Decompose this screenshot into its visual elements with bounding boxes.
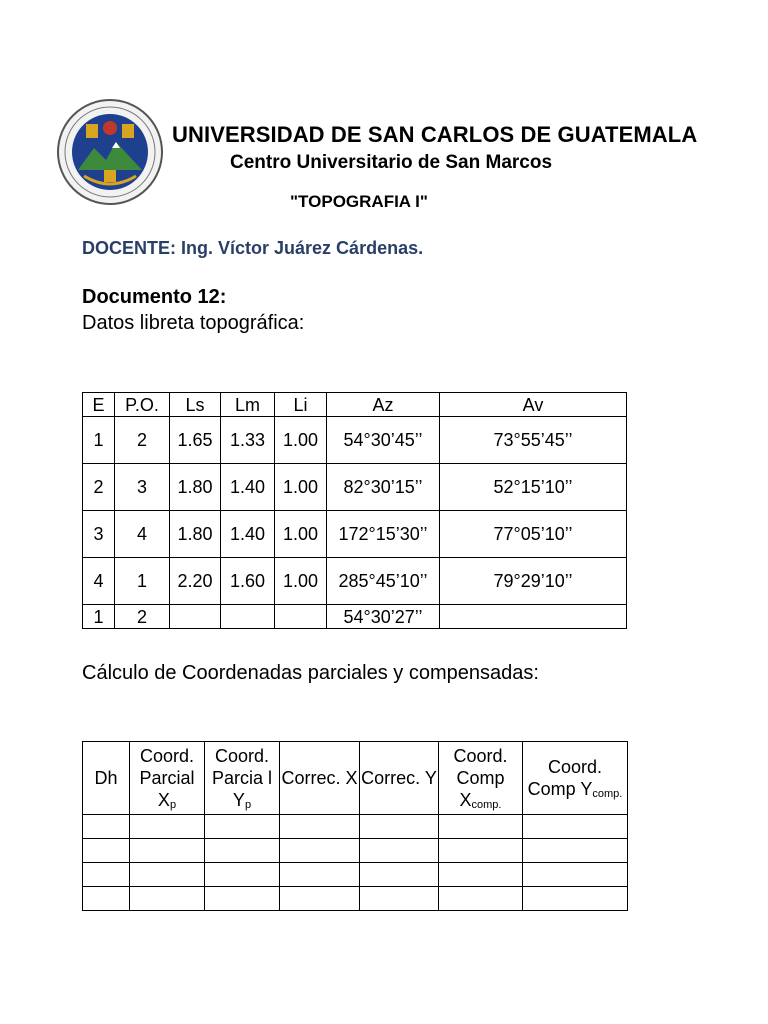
table-cell: 79°29’10’’ xyxy=(440,558,627,605)
header-cell: Az xyxy=(327,393,440,417)
table-cell: 1.65 xyxy=(170,417,221,464)
header-coord-comp-y: Coord. Comp $Y_{comp.}$ xyxy=(523,742,628,815)
table-row xyxy=(83,511,627,558)
header-cell: Ls xyxy=(170,393,221,417)
table-cell: 2 xyxy=(115,417,170,464)
table-cell: 3 xyxy=(83,511,115,558)
header-dh: Dh xyxy=(83,742,130,815)
university-seal-icon xyxy=(56,98,164,206)
table-cell: 77°05’10’’ xyxy=(440,511,627,558)
table-cell xyxy=(170,605,221,629)
header-cell: Li xyxy=(275,393,327,417)
docente-name: Ing. Víctor Juárez Cárdenas. xyxy=(181,238,424,258)
table-cell: 172°15’30’’ xyxy=(327,511,440,558)
coordinates-table xyxy=(82,741,628,911)
table-cell: 54°30’27’’ xyxy=(327,605,440,629)
table-row xyxy=(83,417,627,464)
table-cell: 1 xyxy=(83,605,115,629)
table-cell: 2 xyxy=(83,464,115,511)
header-correc-y: Correc. Y xyxy=(360,742,439,815)
table-row xyxy=(83,558,627,605)
docente-label: DOCENTE: xyxy=(82,238,176,258)
table-row xyxy=(83,815,628,839)
table-row xyxy=(83,464,627,511)
table-cell: 1.40 xyxy=(221,511,275,558)
table-cell: 2.20 xyxy=(170,558,221,605)
table-header-row xyxy=(83,742,628,815)
table-cell: 4 xyxy=(83,558,115,605)
header-cell: E xyxy=(83,393,115,417)
table-cell: 82°30’15’’ xyxy=(327,464,440,511)
table-cell: 1 xyxy=(83,417,115,464)
table-cell: 54°30’45’’ xyxy=(327,417,440,464)
table-cell: 1.80 xyxy=(170,464,221,511)
table-cell: 3 xyxy=(115,464,170,511)
table-cell xyxy=(221,605,275,629)
table-cell: 1.00 xyxy=(275,464,327,511)
header-coord-parcial-x: Coord. Parcial $X_p$ xyxy=(130,742,205,815)
document-subtitle: Datos libreta topográfica: xyxy=(82,312,305,334)
document-title: Documento 12: xyxy=(82,286,227,308)
table-row xyxy=(83,863,628,887)
survey-data-table xyxy=(82,392,627,629)
table-cell: 4 xyxy=(115,511,170,558)
table-header-row xyxy=(83,393,627,417)
table-cell: 1.80 xyxy=(170,511,221,558)
table-row xyxy=(83,839,628,863)
table-cell: 1.00 xyxy=(275,511,327,558)
center-name: Centro Universitario de San Marcos xyxy=(230,152,553,173)
header-cell: Av xyxy=(440,393,627,417)
table-cell xyxy=(275,605,327,629)
table-cell: 2 xyxy=(115,605,170,629)
table-cell: 1.60 xyxy=(221,558,275,605)
table-cell: 285°45’10’’ xyxy=(327,558,440,605)
header-cell: P.O. xyxy=(115,393,170,417)
header-correc-x: Correc. X xyxy=(280,742,360,815)
table-row xyxy=(83,887,628,911)
table-cell: 1.00 xyxy=(275,558,327,605)
table-cell: 1 xyxy=(115,558,170,605)
university-name: UNIVERSIDAD DE SAN CARLOS DE GUATEMALA xyxy=(172,122,698,147)
header-coord-parcial-y: Coord. Parcia l $Y_p$ xyxy=(205,742,280,815)
header-cell: Lm xyxy=(221,393,275,417)
table-cell: 1.33 xyxy=(221,417,275,464)
table-cell: 1.40 xyxy=(221,464,275,511)
calc-title: Cálculo de Coordenadas parciales y compensadas: xyxy=(82,662,539,684)
course-name: "TOPOGRAFIA I" xyxy=(290,192,428,211)
header-coord-comp-x: Coord. Comp $X_{comp.}$ xyxy=(439,742,523,815)
table-cell: 52°15’10’’ xyxy=(440,464,627,511)
table-cell: 1.00 xyxy=(275,417,327,464)
table-cell xyxy=(440,605,627,629)
docente-line xyxy=(82,238,423,259)
table-row xyxy=(83,605,627,629)
table-cell: 73°55’45’’ xyxy=(440,417,627,464)
